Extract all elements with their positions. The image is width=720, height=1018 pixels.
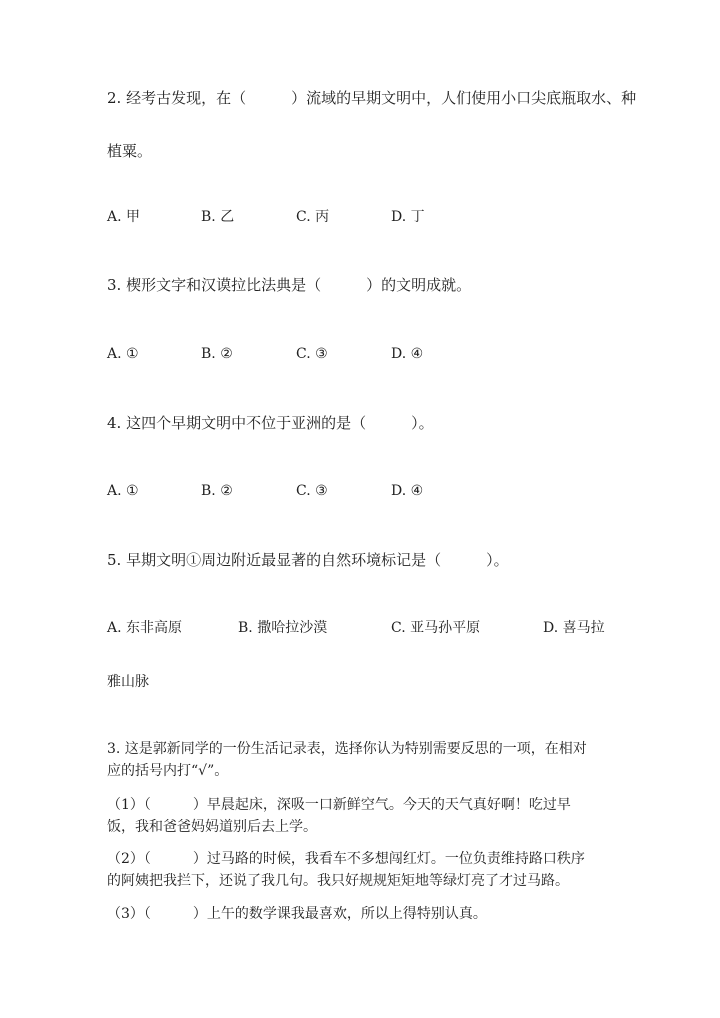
q5-option-d-wrap: 雅山脉 — [107, 674, 149, 690]
section3-item1-line1: （1）（ ）早晨起床，深吸一口新鲜空气。今天的天气真好啊！吃过早 — [107, 797, 571, 813]
q3-text: 3. 楔形文字和汉谟拉比法典是（ ）的文明成就。 — [107, 276, 472, 294]
q4-option-a: A. ① — [107, 483, 139, 499]
section3-intro-line1: 3. 这是郭新同学的一份生活记录表，选择你认为特别需要反思的一项，在相对 — [107, 741, 587, 757]
q4-option-c: C. ③ — [296, 483, 328, 499]
q2-text-line2: 植粟。 — [107, 142, 153, 160]
q3-option-a: A. ① — [107, 346, 139, 362]
q5-text: 5. 早期文明①周边附近最显著的自然环境标记是（ ）。 — [107, 551, 509, 569]
q5-option-c: C. 亚马孙平原 — [391, 620, 481, 636]
q3-option-c: C. ③ — [296, 346, 328, 362]
section3-item2-line2: 的阿姨把我拦下，还说了我几句。我只好规规矩矩地等绿灯亮了才过马路。 — [107, 873, 569, 889]
q2-option-a: A. 甲 — [107, 209, 141, 225]
section3-intro-line2: 应的括号内打“√”。 — [107, 763, 229, 779]
q2-option-d: D. 丁 — [391, 209, 425, 225]
q4-option-b: B. ② — [201, 483, 233, 499]
q4-option-d: D. ④ — [391, 483, 424, 499]
q4-text: 4. 这四个早期文明中不位于亚洲的是（ ）。 — [107, 414, 434, 432]
q5-option-d: D. 喜马拉 — [543, 620, 605, 636]
q3-option-b: B. ② — [201, 346, 233, 362]
q5-option-a: A. 东非高原 — [107, 620, 183, 636]
section3-item2-line1: （2）（ ）过马路的时候，我看车不多想闯红灯。一位负责维持路口秩序 — [107, 851, 585, 867]
q2-option-c: C. 丙 — [296, 209, 330, 225]
section3-item1-line2: 饭，我和爸爸妈妈道别后去上学。 — [107, 819, 317, 835]
q5-option-b: B. 撒哈拉沙漠 — [238, 620, 328, 636]
q2-option-b: B. 乙 — [201, 209, 235, 225]
q3-option-d: D. ④ — [391, 346, 424, 362]
section3-item3-line1: （3）（ ）上午的数学课我最喜欢，所以上得特别认真。 — [107, 906, 487, 922]
q2-text-line1: 2. 经考古发现，在（ ）流域的早期文明中，人们使用小口尖底瓶取水、种 — [107, 89, 637, 107]
